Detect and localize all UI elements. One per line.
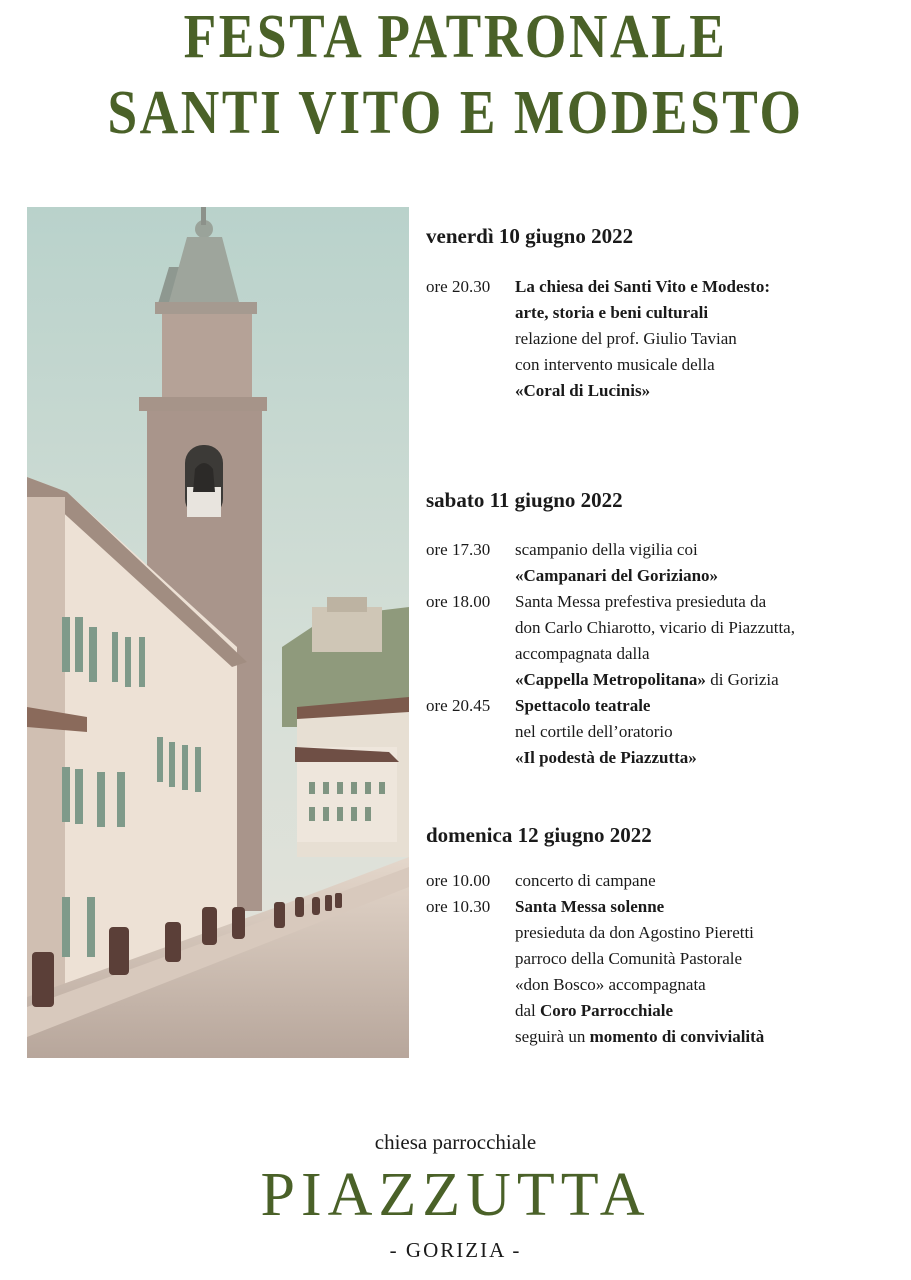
event-line: Spettacolo teatrale xyxy=(515,696,651,715)
event-line-bold: «Cappella Metropolitana» xyxy=(515,670,706,689)
event-time: ore 20.30 xyxy=(426,277,491,296)
day-heading: domenica 12 giugno 2022 xyxy=(426,823,652,847)
event-item xyxy=(426,274,770,404)
event-time: ore 10.30 xyxy=(426,897,491,916)
event-line-rest: dal xyxy=(515,1001,541,1020)
event-time: ore 18.00 xyxy=(426,592,491,611)
event-line-bold: momento di convivialità xyxy=(589,1027,765,1046)
event-line-rest: di Gorizia xyxy=(705,670,779,689)
poster-title-line1: FESTA PATRONALE xyxy=(183,3,728,71)
event-item xyxy=(426,693,697,771)
event-line: Santa Messa prefestiva presieduta da xyxy=(515,592,767,611)
event-line: scampanio della vigilia coi xyxy=(515,540,698,559)
day-heading: sabato 11 giugno 2022 xyxy=(426,488,623,512)
event-line: don Carlo Chiarotto, vicario di Piazzutta, xyxy=(515,618,795,637)
event-item xyxy=(426,894,764,1050)
event-line: parroco della Comunità Pastorale xyxy=(515,949,743,968)
event-line: arte, storia e beni culturali xyxy=(515,303,709,322)
event-line: «Campanari del Goriziano» xyxy=(515,566,719,585)
event-item xyxy=(426,868,656,894)
footer-city: - GORIZIA - xyxy=(389,1238,522,1262)
event-line xyxy=(426,667,795,693)
footer-parish-name: PIAZZUTTA xyxy=(260,1161,651,1229)
event-item xyxy=(426,537,718,589)
poster-title-line2: SANTI VITO E MODESTO xyxy=(107,79,804,147)
event-line xyxy=(426,998,764,1024)
day-heading: venerdì 10 giugno 2022 xyxy=(426,224,634,248)
event-line: presieduta da don Agostino Pieretti xyxy=(515,923,754,942)
event-line: «don Bosco» accompagnata xyxy=(515,975,706,994)
footer-subtitle: chiesa parrocchiale xyxy=(374,1130,537,1154)
church-bell-tower-postcard-image xyxy=(27,207,409,1058)
event-line xyxy=(426,1024,764,1050)
event-item xyxy=(426,589,795,693)
event-line: relazione del prof. Giulio Tavian xyxy=(515,329,737,348)
event-time: ore 20.45 xyxy=(426,696,491,715)
event-line: accompagnata dalla xyxy=(515,644,650,663)
event-time: ore 17.30 xyxy=(426,540,491,559)
event-line: «Il podestà de Piazzutta» xyxy=(515,748,697,767)
event-line: La chiesa dei Santi Vito e Modesto: xyxy=(515,277,770,296)
event-line-rest: seguirà un xyxy=(515,1027,590,1046)
event-line: Santa Messa solenne xyxy=(515,897,665,916)
event-line: nel cortile dell’oratorio xyxy=(515,722,673,741)
event-line-bold: Coro Parrocchiale xyxy=(540,1001,674,1020)
event-line: concerto di campane xyxy=(515,871,656,890)
event-line: «Coral di Lucinis» xyxy=(515,381,651,400)
event-time: ore 10.00 xyxy=(426,871,491,890)
event-line: con intervento musicale della xyxy=(515,355,715,374)
